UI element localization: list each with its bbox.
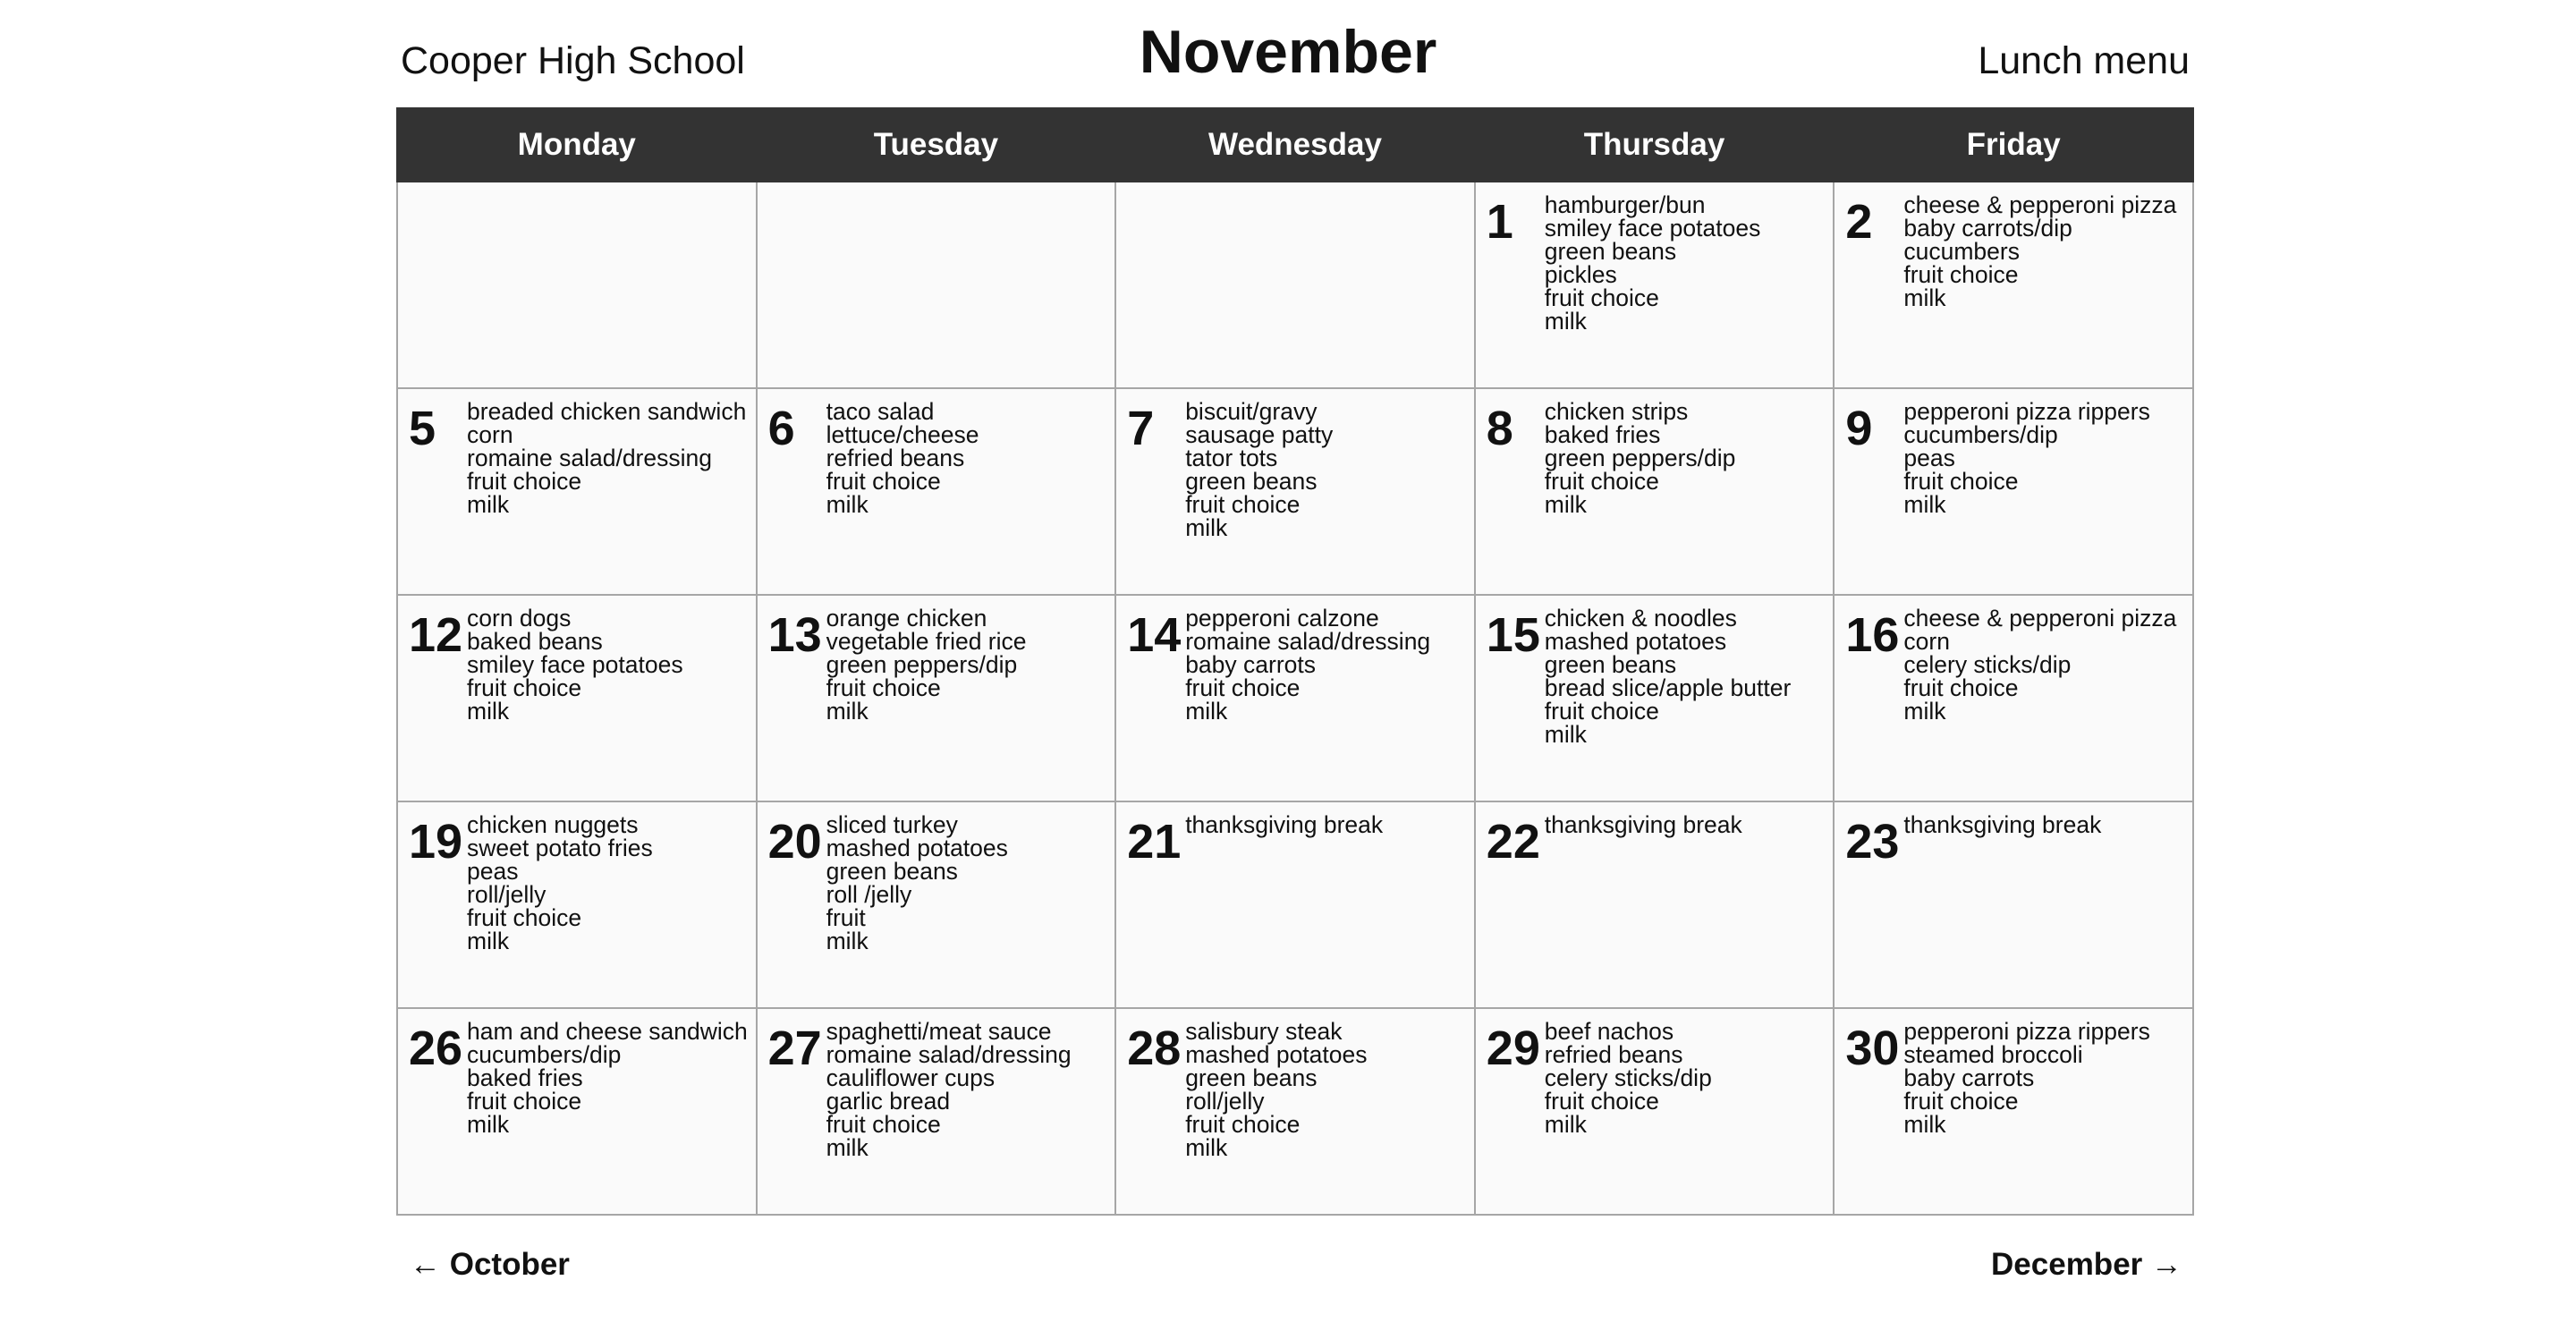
menu-item: fruit choice xyxy=(467,674,582,701)
menu-item: milk xyxy=(1544,1111,1587,1138)
menu-item: fruit choice xyxy=(1185,674,1301,701)
calendar-day-cell xyxy=(1115,388,1475,595)
menu-item: green beans xyxy=(1544,238,1677,265)
menu-item: milk xyxy=(467,491,510,518)
weekday-header: Wednesday xyxy=(1115,108,1475,182)
menu-item: smiley face potatoes xyxy=(1544,215,1761,242)
menu-item: milk xyxy=(1903,1111,1946,1138)
menu-item-list xyxy=(467,606,683,723)
menu-item: cucumbers xyxy=(1903,238,2020,265)
menu-item-list xyxy=(826,606,1027,723)
menu-item-list xyxy=(826,1020,1072,1159)
day-number: 13 xyxy=(767,608,822,662)
menu-item: cheese & pepperoni pizza xyxy=(1903,191,2177,218)
menu-item-list xyxy=(1545,606,1791,746)
menu-item: milk xyxy=(1185,698,1228,725)
menu-item-list xyxy=(1545,813,1742,836)
menu-item-list xyxy=(1185,1020,1367,1159)
menu-item: milk xyxy=(826,491,869,518)
menu-item: baby carrots xyxy=(1903,1064,2035,1091)
calendar-day-cell xyxy=(1834,595,2193,801)
menu-item: milk xyxy=(1544,491,1587,518)
menu-item: fruit choice xyxy=(1903,674,2019,701)
menu-item: milk xyxy=(467,1111,510,1138)
menu-item: baked beans xyxy=(467,628,603,655)
menu-item-list xyxy=(1903,1020,2149,1136)
calendar-day-cell xyxy=(1115,1008,1475,1215)
day-number: 22 xyxy=(1486,815,1540,869)
menu-item: cucumbers/dip xyxy=(467,1041,622,1068)
menu-item: milk xyxy=(467,928,510,954)
weekday-header: Thursday xyxy=(1475,108,1835,182)
menu-item-list xyxy=(467,400,746,516)
day-number: 5 xyxy=(409,402,436,455)
calendar-day-cell xyxy=(757,801,1116,1008)
day-number: 9 xyxy=(1845,402,1873,455)
menu-item: fruit choice xyxy=(467,904,582,931)
calendar-day-cell xyxy=(397,1008,757,1215)
calendar-day-cell xyxy=(1475,388,1835,595)
weekday-header: Friday xyxy=(1834,108,2193,182)
calendar-day-cell xyxy=(757,388,1116,595)
calendar-day-cell xyxy=(1834,182,2193,388)
calendar-week-row xyxy=(397,595,2193,801)
menu-item-list xyxy=(826,813,1008,953)
menu-item: baked fries xyxy=(467,1064,583,1091)
menu-item: mashed potatoes xyxy=(1544,628,1727,655)
day-number: 23 xyxy=(1845,815,1900,869)
menu-item: pepperoni pizza rippers xyxy=(1903,398,2150,425)
menu-item: milk xyxy=(826,698,869,725)
menu-item: milk xyxy=(467,698,510,725)
day-number: 8 xyxy=(1486,402,1513,455)
menu-item: thanksgiving break xyxy=(1185,811,1384,838)
calendar-day-cell xyxy=(1115,182,1475,388)
page-title: November xyxy=(1139,18,1437,86)
menu-item: green peppers/dip xyxy=(1544,445,1736,471)
calendar-day-cell xyxy=(757,182,1116,388)
menu-item: fruit choice xyxy=(826,468,941,495)
menu-item: baked fries xyxy=(1544,421,1661,448)
menu-item: spaghetti/meat sauce xyxy=(826,1018,1052,1045)
menu-item: mashed potatoes xyxy=(1185,1041,1368,1068)
calendar-day-cell xyxy=(1475,801,1835,1008)
calendar-day-cell xyxy=(1834,388,2193,595)
calendar-day-cell xyxy=(757,1008,1116,1215)
menu-item: milk xyxy=(826,1134,869,1161)
menu-item: lettuce/cheese xyxy=(826,421,979,448)
menu-item: garlic bread xyxy=(826,1088,951,1115)
day-number: 27 xyxy=(767,1022,822,1075)
calendar-day-cell xyxy=(1115,801,1475,1008)
menu-item: fruit choice xyxy=(1903,1088,2019,1115)
menu-item-list xyxy=(467,1020,748,1136)
menu-item: fruit choice xyxy=(1903,468,2019,495)
menu-item: green beans xyxy=(1544,651,1677,678)
menu-item: corn xyxy=(1903,628,1950,655)
menu-item: chicken & noodles xyxy=(1544,605,1737,632)
day-number: 19 xyxy=(409,815,463,869)
calendar-grid xyxy=(396,107,2194,1216)
menu-item: milk xyxy=(1185,514,1228,541)
calendar-week-row xyxy=(397,1008,2193,1215)
menu-item: fruit choice xyxy=(1544,698,1659,725)
menu-item: fruit xyxy=(826,904,866,931)
menu-item: corn dogs xyxy=(467,605,572,632)
calendar-body xyxy=(397,182,2193,1215)
menu-item: refried beans xyxy=(1544,1041,1683,1068)
menu-item: sweet potato fries xyxy=(467,835,653,861)
day-number: 21 xyxy=(1127,815,1182,869)
calendar-day-cell xyxy=(1834,801,2193,1008)
weekday-header-row xyxy=(397,108,2193,182)
menu-item: hamburger/bun xyxy=(1544,191,1706,218)
menu-item: roll/jelly xyxy=(1185,1088,1265,1115)
prev-month-link[interactable]: ← October xyxy=(410,1247,570,1282)
menu-item-list xyxy=(826,400,979,516)
menu-item-list xyxy=(1185,400,1333,539)
menu-item: celery sticks/dip xyxy=(1544,1064,1712,1091)
menu-item: fruit choice xyxy=(1185,1111,1301,1138)
menu-item: pickles xyxy=(1544,261,1617,288)
menu-item-list xyxy=(1545,1020,1712,1136)
calendar-day-cell xyxy=(1475,595,1835,801)
calendar-week-row xyxy=(397,182,2193,388)
menu-item: fruit choice xyxy=(826,674,941,701)
day-number: 6 xyxy=(767,402,795,455)
next-month-link[interactable]: December → xyxy=(1991,1247,2182,1282)
day-number: 29 xyxy=(1486,1022,1540,1075)
calendar-day-cell xyxy=(397,182,757,388)
menu-item: ham and cheese sandwich xyxy=(467,1018,748,1045)
day-number: 1 xyxy=(1486,195,1513,249)
school-name: Cooper High School xyxy=(401,39,745,82)
menu-item: roll/jelly xyxy=(467,881,547,908)
day-number: 7 xyxy=(1127,402,1155,455)
menu-item: beef nachos xyxy=(1544,1018,1674,1045)
menu-item-list xyxy=(1545,193,1761,333)
menu-item: fruit choice xyxy=(467,1088,582,1115)
day-number: 16 xyxy=(1845,608,1900,662)
menu-item-list xyxy=(1545,400,1736,516)
menu-item: milk xyxy=(826,928,869,954)
menu-item-list xyxy=(1903,193,2176,309)
menu-item: baby carrots xyxy=(1185,651,1317,678)
menu-item: peas xyxy=(467,858,519,885)
menu-item: fruit choice xyxy=(826,1111,941,1138)
day-number: 2 xyxy=(1845,195,1873,249)
menu-item: romaine salad/dressing xyxy=(1185,628,1431,655)
menu-item: milk xyxy=(1903,284,1946,311)
menu-item: fruit choice xyxy=(467,468,582,495)
menu-item: green beans xyxy=(1185,1064,1318,1091)
menu-item: cucumbers/dip xyxy=(1903,421,2058,448)
menu-item: fruit choice xyxy=(1185,491,1301,518)
menu-item: taco salad xyxy=(826,398,935,425)
menu-item: fruit choice xyxy=(1544,468,1659,495)
calendar-day-cell xyxy=(1475,1008,1835,1215)
menu-item: sausage patty xyxy=(1185,421,1334,448)
menu-item: cauliflower cups xyxy=(826,1064,996,1091)
menu-item: milk xyxy=(1903,698,1946,725)
menu-item: fruit choice xyxy=(1544,284,1659,311)
menu-item: tator tots xyxy=(1185,445,1278,471)
menu-item: refried beans xyxy=(826,445,965,471)
menu-item: fruit choice xyxy=(1903,261,2019,288)
menu-item: milk xyxy=(1185,1134,1228,1161)
menu-item-list xyxy=(1903,400,2149,516)
menu-item: fruit choice xyxy=(1544,1088,1659,1115)
menu-item: sliced turkey xyxy=(826,811,958,838)
menu-item: roll /jelly xyxy=(826,881,912,908)
menu-item: green beans xyxy=(1185,468,1318,495)
weekday-header: Tuesday xyxy=(757,108,1116,182)
menu-item: romaine salad/dressing xyxy=(826,1041,1072,1068)
menu-item-list xyxy=(1903,813,2101,836)
calendar-day-cell xyxy=(1475,182,1835,388)
menu-item: steamed broccoli xyxy=(1903,1041,2083,1068)
day-number: 28 xyxy=(1127,1022,1182,1075)
menu-item: mashed potatoes xyxy=(826,835,1008,861)
menu-item: romaine salad/dressing xyxy=(467,445,712,471)
calendar-day-cell xyxy=(397,801,757,1008)
menu-item: peas xyxy=(1903,445,1955,471)
day-number: 30 xyxy=(1845,1022,1900,1075)
menu-item: green beans xyxy=(826,858,958,885)
menu-item: celery sticks/dip xyxy=(1903,651,2072,678)
menu-item: baby carrots/dip xyxy=(1903,215,2072,242)
menu-item: milk xyxy=(1544,308,1587,335)
calendar-week-row xyxy=(397,388,2193,595)
menu-item: chicken strips xyxy=(1544,398,1689,425)
menu-item: green peppers/dip xyxy=(826,651,1018,678)
calendar-day-cell xyxy=(397,388,757,595)
calendar-day-cell xyxy=(397,595,757,801)
menu-item: vegetable fried rice xyxy=(826,628,1027,655)
calendar-day-cell xyxy=(1115,595,1475,801)
menu-item: chicken nuggets xyxy=(467,811,639,838)
menu-item: cheese & pepperoni pizza xyxy=(1903,605,2177,632)
day-number: 15 xyxy=(1486,608,1540,662)
menu-item: breaded chicken sandwich xyxy=(467,398,747,425)
menu-item: biscuit/gravy xyxy=(1185,398,1318,425)
day-number: 20 xyxy=(767,815,822,869)
calendar-week-row xyxy=(397,801,2193,1008)
day-number: 26 xyxy=(409,1022,463,1075)
menu-item: pepperoni pizza rippers xyxy=(1903,1018,2150,1045)
menu-item-list xyxy=(1185,606,1430,723)
menu-item: thanksgiving break xyxy=(1903,811,2102,838)
menu-item-list xyxy=(1185,813,1383,836)
menu-item: milk xyxy=(1544,721,1587,748)
calendar-day-cell xyxy=(1834,1008,2193,1215)
menu-item: milk xyxy=(1903,491,1946,518)
menu-item-list xyxy=(467,813,653,953)
calendar-day-cell xyxy=(757,595,1116,801)
menu-item: corn xyxy=(467,421,513,448)
day-number: 14 xyxy=(1127,608,1182,662)
menu-label: Lunch menu xyxy=(1978,39,2190,82)
menu-item: orange chicken xyxy=(826,605,987,632)
menu-item: pepperoni calzone xyxy=(1185,605,1379,632)
menu-item-list xyxy=(1903,606,2176,723)
day-number: 12 xyxy=(409,608,463,662)
weekday-header: Monday xyxy=(397,108,757,182)
menu-item: thanksgiving break xyxy=(1544,811,1742,838)
menu-item: salisbury steak xyxy=(1185,1018,1343,1045)
menu-item: smiley face potatoes xyxy=(467,651,683,678)
menu-item: bread slice/apple butter xyxy=(1544,674,1792,701)
